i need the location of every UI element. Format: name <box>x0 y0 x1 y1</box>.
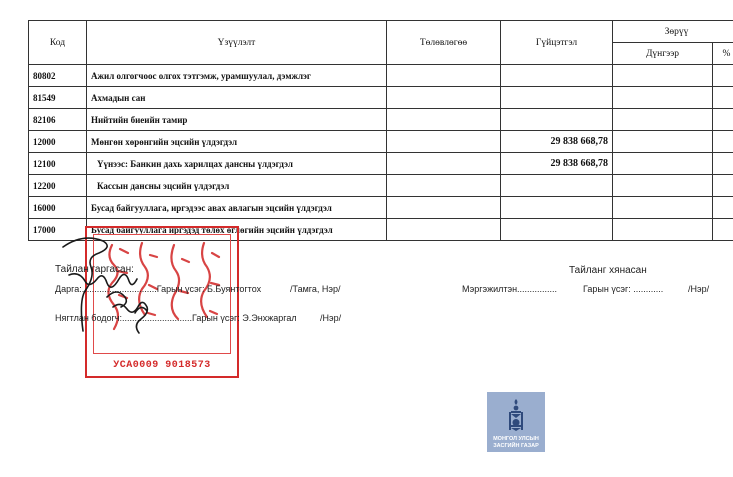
row-diff-percent <box>713 87 733 109</box>
row-actual <box>501 219 613 241</box>
row-actual: 29 838 668,78 <box>501 153 613 175</box>
table-row <box>29 109 733 131</box>
handwritten-signature-icon <box>55 225 195 375</box>
row-code: 12100 <box>29 153 87 175</box>
row-diff-percent <box>713 197 733 219</box>
logo-line-2: ЗАСГИЙН ГАЗАР <box>493 442 539 449</box>
table-row <box>29 131 733 153</box>
row-name: Ажил олгогчоос олгох тэтгэмж, урамшуулал, дэмжлэг <box>87 65 387 87</box>
row-actual <box>501 197 613 219</box>
header-indicator: Үзүүлэлт <box>87 21 387 65</box>
soyombo-emblem-icon <box>504 398 528 432</box>
row-diff-percent <box>713 153 733 175</box>
row-code: 17000 <box>29 219 87 241</box>
row-name: Кассын дансны эцсийн үлдэгдэл <box>87 175 387 197</box>
accountant-line: Нягтлан бодогч:............................Гарын үсэг: Э.Энхжаргал <box>55 313 297 323</box>
row-actual <box>501 175 613 197</box>
row-diff-percent <box>713 219 733 241</box>
header-diff-amount: Дүнгээр <box>613 43 713 65</box>
row-diff-amount <box>613 197 713 219</box>
stamp-number: УСА0009 9018573 <box>113 360 211 371</box>
row-code: 12000 <box>29 131 87 153</box>
header-code: Код <box>29 21 87 65</box>
accountant-role: /Нэр/ <box>320 313 342 323</box>
row-plan <box>387 109 501 131</box>
header-diff-percent: % <box>713 43 733 65</box>
row-plan <box>387 175 501 197</box>
row-plan <box>387 87 501 109</box>
row-diff-amount <box>613 219 713 241</box>
row-actual <box>501 65 613 87</box>
row-diff-amount <box>613 175 713 197</box>
row-diff-amount <box>613 153 713 175</box>
row-name: Үүнээс: Банкин дахь харилцах дансны үлдэгдэл <box>87 153 387 175</box>
row-diff-percent <box>713 131 733 153</box>
row-code: 82106 <box>29 109 87 131</box>
checked-title: Тайланг хянасан <box>569 265 647 276</box>
specialist-line: Мэргэжилтэн................ <box>462 284 558 294</box>
row-plan <box>387 65 501 87</box>
row-diff-amount <box>613 109 713 131</box>
header-actual: Гүйцэтгэл <box>501 21 613 65</box>
row-diff-percent <box>713 65 733 87</box>
row-plan <box>387 197 501 219</box>
row-code: 80802 <box>29 65 87 87</box>
row-name: Бусад байгууллага иргэдэд төлөх өглөгийн эцсийн үлдэгдэл <box>87 219 387 241</box>
row-code: 12200 <box>29 175 87 197</box>
table-row <box>29 197 733 219</box>
row-actual <box>501 109 613 131</box>
row-actual: 29 838 668,78 <box>501 131 613 153</box>
row-diff-amount <box>613 87 713 109</box>
table-row <box>29 65 733 87</box>
director-line: Дарга:..............................Гарын үсэг: Б.Буянтогтох <box>55 284 262 294</box>
row-diff-percent <box>713 175 733 197</box>
specialist-sign: Гарын үсэг: ............ <box>583 284 664 294</box>
row-plan <box>387 153 501 175</box>
table-row <box>29 87 733 109</box>
prepared-title: Тайлан гаргасан: <box>55 264 134 275</box>
row-name: Мөнгөн хөрөнгийн эцсийн үлдэгдэл <box>87 131 387 153</box>
table-row <box>29 153 733 175</box>
row-diff-amount <box>613 131 713 153</box>
row-diff-percent <box>713 109 733 131</box>
director-role: /Тамга, Нэр/ <box>290 284 341 294</box>
row-plan <box>387 219 501 241</box>
row-code: 81549 <box>29 87 87 109</box>
report-table <box>28 20 733 241</box>
row-name: Ахмадын сан <box>87 87 387 109</box>
row-actual <box>501 87 613 109</box>
government-logo <box>487 392 545 452</box>
logo-line-1: МОНГОЛ УЛСЫН <box>493 436 539 442</box>
table-row <box>29 175 733 197</box>
row-plan <box>387 131 501 153</box>
row-name: Нийтийн биеийн тамир <box>87 109 387 131</box>
specialist-role: /Нэр/ <box>688 284 710 294</box>
row-name: Бусад байгууллага, иргэдээс авах авлагын эцсийн үлдэгдэл <box>87 197 387 219</box>
row-diff-amount <box>613 65 713 87</box>
header-difference: Зөрүү <box>613 21 733 43</box>
header-plan: Төлөвлөгөө <box>387 21 501 65</box>
row-code: 16000 <box>29 197 87 219</box>
